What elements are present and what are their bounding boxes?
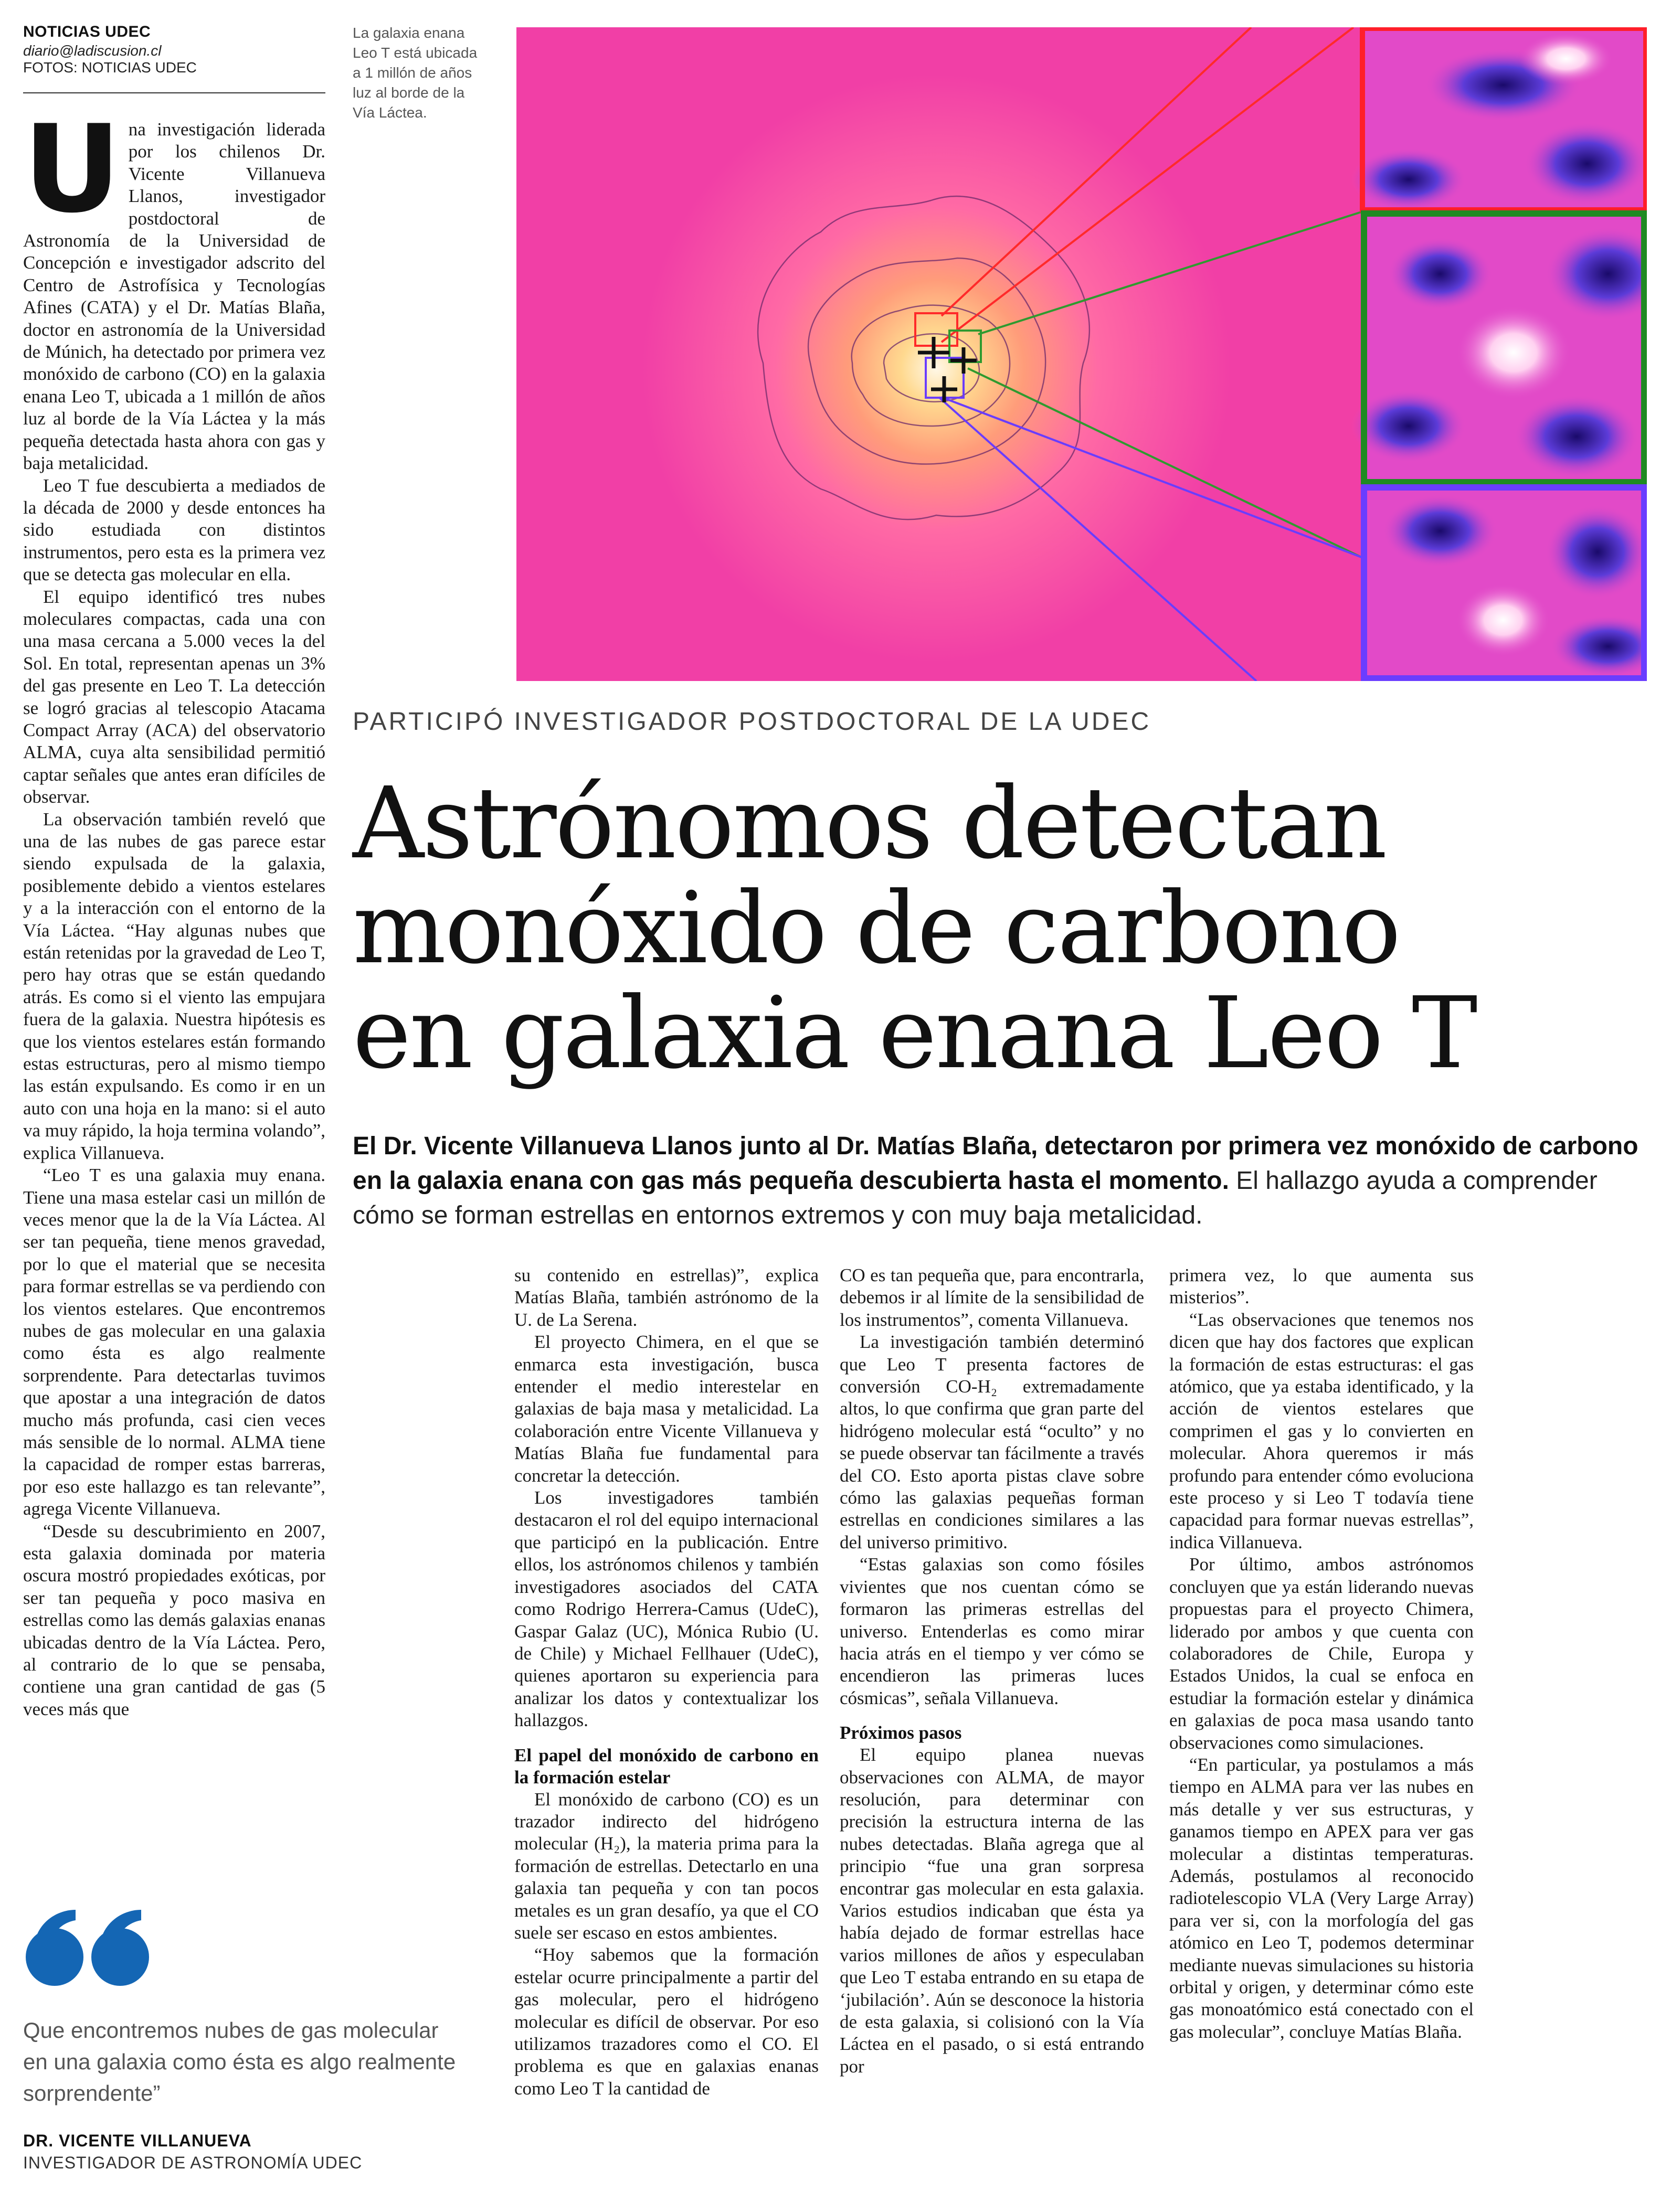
paragraph: “Desde su descubrimiento en 2007, esta galaxia dominada por materia oscura mostró propiedades exóticas, por ser tan pequeña y poco masiva en estrellas como las demás galaxias enanas ubicadas dentro de la Vía Láctea. Pero, al contrario de lo que se pensaba, contiene una gran cantidad de gas (5 veces más que (23, 1520, 325, 1719)
paragraph: El proyecto Chimera, en el que se enmarca esta investigación, busca entender el medio interestelar en galaxias de baja masa y metalicidad. La colaboración entre Vicente Villanueva y Matías Blaña fue fundamental para concretar la detección. (514, 1332, 819, 1486)
quote-marks (23, 1905, 160, 1988)
paragraph: El monóxido de carbono (CO) es un trazador indirecto del hidrógeno molecular (H₂), la materia prima para la formación de estrellas. Detectarlo en una galaxia tan pequeña y con tan pocos metales es un gran desafío, ya que el CO suele ser escaso en estos ambientes. (514, 1789, 819, 1943)
panel-purple (1361, 485, 1647, 681)
paragraph: Los investigadores también destacaron el rol del equipo internacional que participó en la publicación. Entre ellos, los astrónomos chilenos y también investigadores asociados del CATA como Rodrigo Herrera-Camus (UdeC), Gaspar Galaz (UC), Mónica Rubio (U. de Chile) y Michael Fellhauer (UdeC), quienes aportaron su experiencia para analizar los datos y contextualizar los hallazgos. (514, 1487, 819, 1731)
paragraph: “Leo T es una galaxia muy enana. Tiene una masa estelar casi un millón de veces menor que la de la Vía Láctea. Al ser tan pequeña, tiene menos gravedad, por lo que el material que se necesita para formar estrellas se va perdiendo con los vientos estelares. Que encontremos nubes de gas molecular en una galaxia como ésta es algo realmente sorprendente. Para detectarlas tuvimos que apostar a una integración de datos mucho más profunda, casi cien veces más sensible de lo normal. ALMA tiene la capacidad de romper estas barreras, por eso este hallazgo es tan relevante”, agrega Vicente Villanueva. (23, 1165, 325, 1519)
panel-green (1351, 211, 1647, 485)
pull-quote-name: DR. VICENTE VILLANUEVA (23, 2131, 252, 2150)
deck (353, 1129, 1644, 1233)
paragraph: El equipo planea nuevas observaciones con ALMA, de mayor resolución, para determinar con precisión la estructura interna de las nubes detectadas. Blaña agrega que al principio “fue una gran sorpresa encontrar gas molecular en esta galaxia. Varios estudios indicaban que ésta ya había dejado de formar estrellas hace varios millones de años y especulaban que Leo T estaba entrando en su etapa de ‘jubilación’. Aún se desconoce la historia de esta galaxia, si colisionó con la Vía Láctea en el pasado, o si está entrando por (840, 1745, 1144, 2077)
paragraph: La observación también reveló que una de las nubes de gas parece estar siendo expulsada de la galaxia, posiblemente debido a vientos estelares y a la interacción con el entorno de la Vía Láctea. “Hay algunas nubes que están retenidas por la gravedad de Leo T, pero hay otras que se están quedando atrás. Es como si el viento las empujara fuera de la galaxia. Nuestra hipótesis es que los vientos estelares están formando estas estructuras, pero al mismo tiempo las están expulsando. Es como ir en un auto con una hoja en la mano: si el auto va muy rápido, la hoja termina volando”, explica Villanueva. (23, 809, 325, 1163)
paragraph: El equipo identificó tres nubes moleculares compactas, cada una con una masa cercana a 5.000 veces la del Sol. En total, representan apenas un 3% del gas presente en Leo T. La detección se logró gracias al telescopio Atacama Compact Array (ACA) del observatorio ALMA, cuya alta sensibilidad permitió captar señales que antes eran difíciles de observar. (23, 586, 325, 807)
body-column-1 (23, 100, 325, 1720)
paragraph: “En particular, ya postulamos a más tiempo en ALMA para ver las nubes en más detalle y ver sus estructuras, y ganamos tiempo en APEX para ver gas molecular a distintas temperaturas. Además, postulamos al reconocido radiotelescopio VLA (Very Large Array) para ver si, con la morfología del gas atómico en Leo T, podemos determinar mediante nuevas simulaciones su historia orbital y origen, y determinar cómo este gas monoatómico está conectado con el gas molecular”, concluye Matías Blaña. (1169, 1754, 1474, 2042)
pull-quote-text: Que encontremos nubes de gas molecular en una galaxia como ésta es algo realmente sorprendente” (23, 2018, 456, 2105)
body-column-4 (1169, 1264, 1474, 2043)
headline-line-1: Astrónomos detectan (353, 766, 1386, 881)
dropcap: U (23, 100, 121, 240)
paragraph: Leo T fue descubierta a mediados de la década de 2000 y desde entonces ha sido estudiada con distintos instrumentos, pero esta es la primera vez que se detecta gas molecular en ella. (23, 475, 325, 585)
deck-bold: El Dr. Vicente Villanueva Llanos junto al Dr. Matías Blaña, detectaron por primera vez monóxido de carbono en la galaxia enana con gas más pequeña descubierta hasta el momento. (353, 1132, 1638, 1195)
byline-email: diario@ladiscusion.cl (23, 42, 162, 59)
section-name: NOTICIAS UDEC (23, 23, 151, 40)
paragraph: su contenido en estrellas)”, explica Matías Blaña, también astrónomo de la U. de La Serena. (514, 1265, 819, 1330)
paragraph: CO es tan pequeña que, para encontrarla, debemos ir al límite de la sensibilidad de los instrumentos”, comenta Villanueva. (840, 1265, 1144, 1330)
deck-regular: El hallazgo ayuda a comprender cómo se forman estrellas en entornos extremos y con muy baja metalicidad. (353, 1167, 1598, 1229)
kicker: PARTICIPÓ INVESTIGADOR POSTDOCTORAL DE LA UDEC (353, 708, 1151, 736)
headline-line-2: monóxido de carbono (353, 871, 1400, 986)
paragraph: “Hoy sabemos que la formación estelar ocurre principalmente a partir del gas molecular, pero el hidrógeno molecular es difícil de observar. Por eso utilizamos trazadores como el CO. El problema es que en galaxias enanas como Leo T la cantidad de (514, 1944, 819, 2099)
headline (353, 766, 1654, 1091)
paragraph: “Estas galaxias son como fósiles vivientes que nos cuentan cómo se formaron las primeras estrellas del universo. Entenderlas es como mirar hacia atrás en el tiempo y ver cómo se encendieron las primeras luces cósmicas”, señala Villanueva. (840, 1554, 1144, 1708)
byline-photos: FOTOS: NOTICIAS UDEC (23, 59, 197, 76)
galaxy-image (516, 27, 1647, 681)
paragraph: “Las observaciones que tenemos nos dicen que hay dos factores que explican la formación de estas estructuras: el gas atómico, que ya estaba identificado, y la acción de vientos estelares que comprimen el gas y lo convierten en molecular. Ahora queremos ir más profundo para entender cómo evoluciona este proceso y si Leo T todavía tiene capacidad para formar nuevas estrellas”, indica Villanueva. (1169, 1309, 1474, 1552)
paragraph: primera vez, lo que aumenta sus misterios”. (1169, 1265, 1474, 1308)
paragraph: La investigación también determinó que Leo T presenta factores de conversión CO-H₂ extremadamente altos, lo que confirma que gran parte del hidrógeno molecular está “oculto” y no se puede observar tan fácilmente a través del CO. Esto aporta pistas clave sobre cómo las galaxias pequeñas forman estrellas en condiciones similares a las del universo primitivo. (840, 1332, 1144, 1552)
paragraph: Por último, ambos astrónomos concluyen que ya están liderando nuevas propuestas para el proyecto Chimera, liderado por ambos y que cuenta con colaboradores de Chile, Europa y Estados Unidos, la cual se enfoca en estudiar la formación estelar y dinámica en galaxias de poca masa usando tanto observaciones como simulaciones. (1169, 1554, 1474, 1753)
body-column-2 (514, 1264, 819, 2100)
subhead: Próximos pasos (840, 1722, 962, 1743)
photo-caption: La galaxia enana Leo T está ubicada a 1 millón de años luz al borde de la Vía Láctea. (353, 25, 478, 121)
panel-red (1351, 27, 1647, 211)
subhead: El papel del monóxido de carbono en la formación estelar (514, 1745, 819, 1788)
pull-quote-role: INVESTIGADOR DE ASTRONOMÍA UDEC (23, 2153, 363, 2172)
header-rule (23, 92, 325, 93)
headline-line-3: en galaxia enana Leo T (353, 976, 1476, 1091)
body-column-3 (840, 1264, 1144, 2078)
paragraph: na investigación liderada por los chilenos Dr. Vicente Villanueva Llanos, investigador postdoctoral de Astronomía de la Universidad de Concepción e investigador adscrito del Centro de Astrofísica y Tecnologías Afines (CATA) y el Dr. Matías Blaña, doctor en astronomía de la Universidad de Múnich, ha detectado por primera vez monóxido de carbono (CO) en la galaxia enana Leo T, ubicada a 1 millón de años luz al borde de la Vía Láctea y la más pequeña detectada hasta ahora con gas y baja metalicidad. (23, 119, 325, 474)
